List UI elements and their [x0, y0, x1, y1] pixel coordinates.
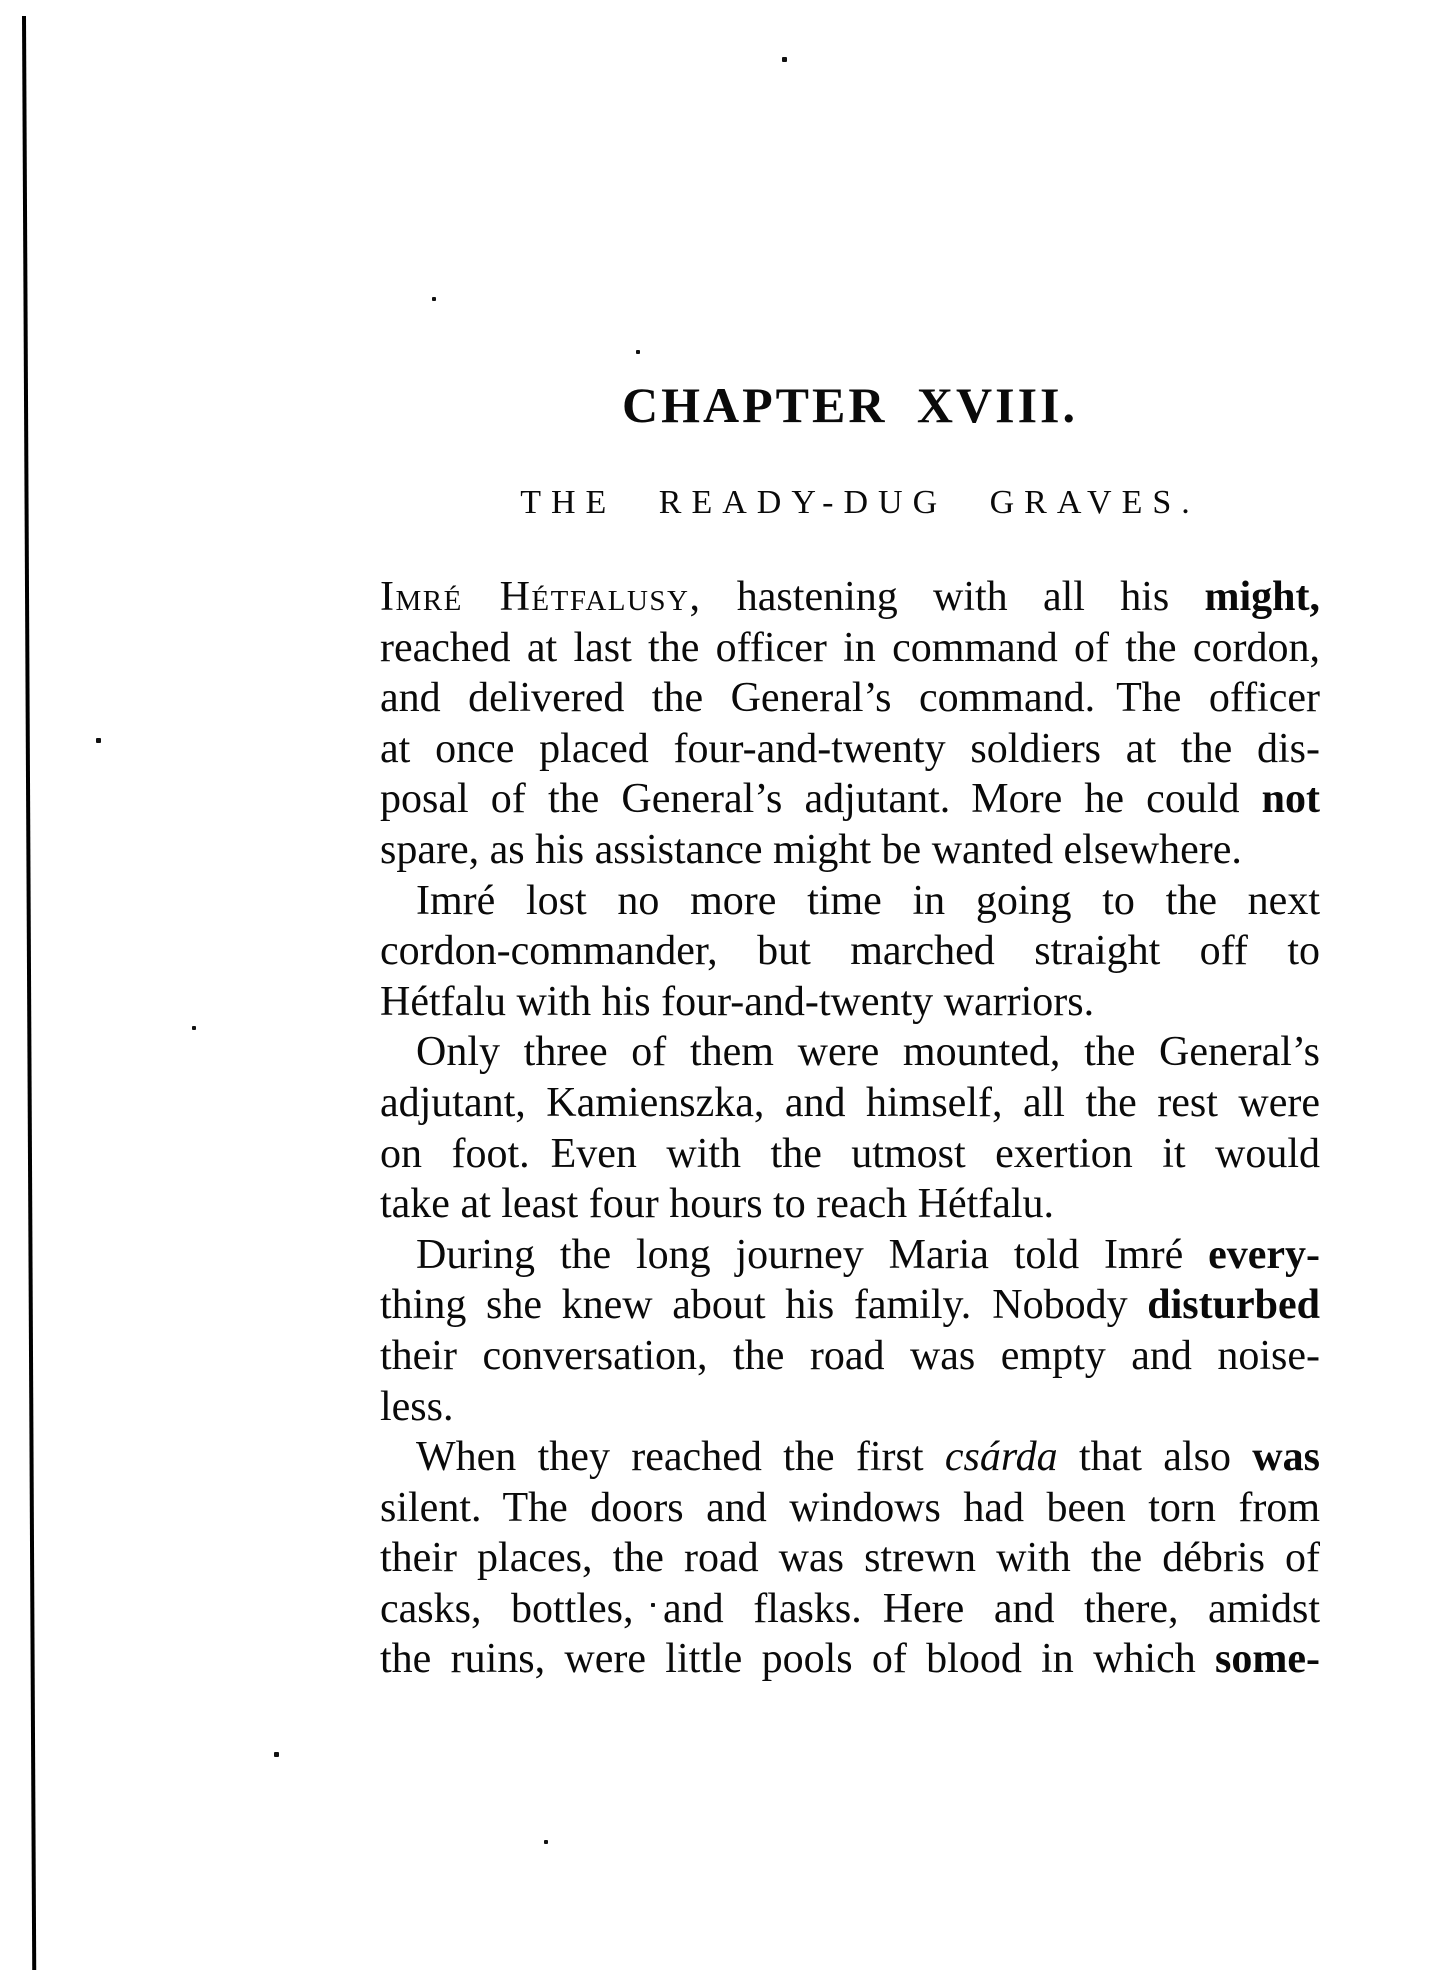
text-line	[380, 623, 1320, 674]
paragraph	[380, 1230, 1320, 1432]
text-segment: silent. The doors and windows had been torn from	[380, 1484, 1320, 1531]
text-line	[380, 673, 1320, 724]
text-segment: reached at last the officer in command of the cordon,	[380, 624, 1320, 671]
text-line	[380, 1483, 1320, 1534]
text-line	[380, 825, 1320, 876]
chapter-subtitle: THE READY-DUG GRAVES.	[520, 484, 1200, 521]
text-segment: might,	[1204, 574, 1320, 620]
text-segment: that also	[1057, 1434, 1253, 1481]
scan-speck	[192, 1026, 196, 1030]
text-line	[380, 1230, 1320, 1281]
paragraph	[380, 1432, 1320, 1685]
text-line	[380, 1382, 1320, 1433]
text-segment: adjutant, Kamienszka, and himself, all the rest were	[380, 1079, 1320, 1126]
paragraph	[380, 876, 1320, 1028]
text-segment: spare, as his assistance might be wanted elsewhere.	[380, 826, 1242, 873]
text-segment: During the long journey Maria told Imré	[416, 1231, 1209, 1278]
text-segment: hastening with all his	[701, 574, 1205, 620]
text-segment: their places, the road was strewn with the débris of	[380, 1535, 1320, 1582]
text-line	[380, 724, 1320, 775]
scan-speck	[782, 57, 787, 62]
text-segment: not	[1261, 776, 1320, 823]
text-segment: less.	[380, 1383, 454, 1430]
text-line	[380, 1634, 1320, 1685]
text-line	[380, 1331, 1320, 1382]
text-line	[380, 1129, 1320, 1180]
paragraph	[380, 572, 1320, 876]
text-segment: Hétfalu with his four-and-twenty warriors.	[380, 978, 1095, 1025]
text-segment: Imré Hétfalusy,	[380, 574, 702, 620]
text-line	[380, 926, 1320, 977]
body-text	[380, 572, 1320, 1685]
text-line	[380, 1280, 1320, 1331]
text-segment: at once placed four-and-twenty soldiers at the dis-	[380, 725, 1320, 772]
text-segment: some-	[1215, 1636, 1320, 1683]
page-edge-line	[22, 16, 36, 1970]
text-line	[380, 1432, 1320, 1483]
scan-speck	[274, 1752, 279, 1757]
text-segment: thing she knew about his family. Nobody	[380, 1282, 1148, 1329]
text-line	[380, 876, 1320, 927]
scan-speck	[636, 350, 640, 354]
text-line	[380, 977, 1320, 1028]
text-segment: When they reached the first	[416, 1434, 945, 1481]
text-segment: disturbed	[1147, 1282, 1320, 1329]
text-segment: csárda	[944, 1434, 1058, 1481]
text-line	[380, 1584, 1320, 1635]
text-segment: on foot. Even with the utmost exertion it would	[380, 1130, 1320, 1177]
text-segment: posal of the General’s adjutant. More he could	[380, 776, 1262, 823]
text-segment: Only three of them were mounted, the General’s	[416, 1029, 1320, 1076]
text-segment: the ruins, were little pools of blood in which	[380, 1636, 1216, 1683]
scan-speck	[544, 1840, 548, 1844]
text-line	[380, 1179, 1320, 1230]
text-segment: their conversation, the road was empty and noise-	[380, 1332, 1320, 1379]
text-segment: every-	[1208, 1231, 1320, 1278]
text-line	[380, 572, 1320, 623]
text-segment: cordon-commander, but marched straight off to	[380, 928, 1320, 975]
text-segment: was	[1252, 1434, 1320, 1481]
text-segment: and delivered the General’s command. The officer	[380, 675, 1320, 722]
scan-speck	[432, 297, 436, 301]
text-line	[380, 1027, 1320, 1078]
scan-speck	[96, 738, 101, 743]
text-line	[380, 774, 1320, 825]
chapter-title: CHAPTER XVIII.	[621, 377, 1079, 433]
text-segment: casks, bottles, and flasks. Here and there, amidst	[380, 1585, 1320, 1632]
text-segment: Imré lost no more time in going to the next	[416, 877, 1320, 924]
text-line	[380, 1533, 1320, 1584]
text-line	[380, 1078, 1320, 1129]
paragraph	[380, 1027, 1320, 1229]
text-segment: take at least four hours to reach Hétfalu.	[380, 1181, 1055, 1228]
